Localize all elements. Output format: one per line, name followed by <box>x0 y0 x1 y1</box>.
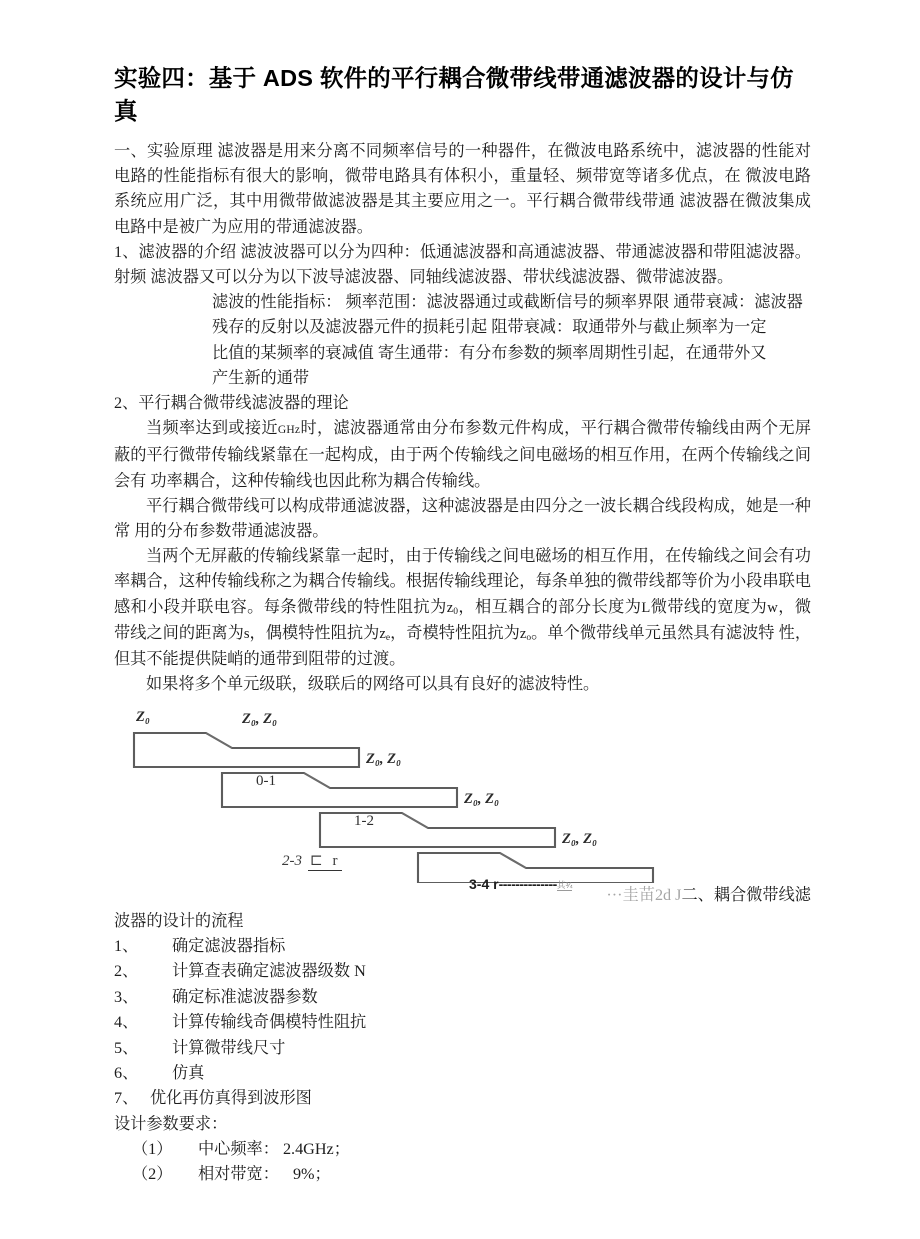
design-parameter-number: （1） <box>132 1139 173 1158</box>
design-parameter-row <box>114 1137 811 1162</box>
figure-caption-right <box>469 876 572 892</box>
spec-line-4: 产生新的通带 <box>212 368 310 387</box>
impedance-text-b: ，相互耦合的部分长度为 <box>457 597 642 616</box>
impedance-text-d: ，微 带线之间的距离为 <box>114 597 812 642</box>
paragraph-theory-frequency <box>114 416 811 494</box>
heading-coupled-line-theory: 2、平行耦合微带线滤波器的理论 <box>114 394 349 413</box>
theory-text-a: 当频率达到或接近 <box>146 419 278 438</box>
list-item-label: 计算查表确定滤波器级数 N <box>172 962 366 981</box>
list-item <box>114 1061 811 1086</box>
variable-length-l: L <box>641 599 651 616</box>
figure-caption-left <box>282 851 342 870</box>
list-item-label: 计算微带线尺寸 <box>172 1038 286 1057</box>
impedance-text-f: ，奇模特性阻抗为 <box>390 623 520 642</box>
figure-caption-right-noise: 其¾ <box>556 880 573 891</box>
variable-z0: $z_0$ <box>446 599 458 617</box>
list-item-label: 计算传输线奇偶模特性阻抗 <box>172 1013 367 1032</box>
page-title: 实验四：基于 ADS 软件的平行耦合微带线带通滤波器的设计与仿真 <box>114 65 794 124</box>
variable-ze: $z_e$ <box>379 625 391 643</box>
figure-label-ze-zo-4: Z₀, Z₀ <box>562 831 598 848</box>
paragraph-impedance-definitions <box>114 544 811 672</box>
variable-zo: $z_o$ <box>519 625 532 643</box>
spec-line-3: 比值的某频率的衰减值 寄生通带：有分布参数的频率周期性引起，在通带外又 <box>212 343 767 362</box>
ocr-noise-text: ···圭苗2d J <box>606 886 682 905</box>
impedance-text-a: 当两个无屏蔽的传输线紧靠一起时，由于传输线之间电磁场的相互作用，在传输线之间会有功率耦合，这种传输线称之为耦合传输线。根据传输线理论，每条单独的微带线都等价为小段串联电感和小段并联电容。每条微带线的特性阻抗为 <box>114 547 811 616</box>
filter-performance-spec-block <box>114 290 811 391</box>
list-item-number: 4、 <box>114 1013 139 1032</box>
list-item <box>114 985 811 1010</box>
paragraph-quarter-wave: 平行耦合微带线可以构成带通滤波器，这种滤波器是由四分之一波长耦合线段构成，她是一种常 用的分布参数带通滤波器。 <box>114 496 811 541</box>
figure-index-label-0-1: 0-1 <box>256 773 276 790</box>
paragraph-cascade: 如果将多个单元级联，级联后的网络可以具有良好的滤波特性。 <box>146 675 600 694</box>
spec-line-2: 残存的反射以及滤波器元件的损耗引起 阻带衰减：取通带外与截止频率为一定 <box>212 318 767 337</box>
document-body <box>114 62 811 1188</box>
design-parameter-value: 9%； <box>292 1165 331 1184</box>
spec-line-1: 滤波的性能指标： 频率范围：滤波器通过或截断信号的频率界限 通带衰减：滤波器 <box>212 293 803 312</box>
figure-caption-right-dashes: -------------- <box>498 876 557 893</box>
heading-design-flow-part2: 波器的设计的流程 <box>114 911 244 930</box>
figure-label-ze-zo-2: Z₀, Z₀ <box>366 751 402 768</box>
list-item-label: 优化再仿真得到波形图 <box>150 1089 312 1108</box>
figure-label-z0: Z₀ <box>136 709 150 726</box>
impedance-text-g: 。单个微带线单元虽然具有滤波特 性，但其不能提供陡峭的通带到阻带的过渡。 <box>114 623 812 669</box>
design-parameter-row <box>114 1162 811 1187</box>
variable-z0-subscript: 0 <box>453 606 458 617</box>
design-parameter-label: 相对带宽： <box>198 1165 279 1184</box>
list-item <box>114 959 811 984</box>
paragraph-filter-introduction: 1、滤波器的介绍 滤波波器可以分为四种：低通滤波器和高通滤波器、带通滤波器和带阻滤波器。射频 滤波器又可以分为以下波导滤波器、同轴线滤波器、带状线滤波器、微带滤波器。 <box>114 242 811 287</box>
theory-text-b: 时，滤波器通常由分布参数元件构成，平行耦合微带传输线由两个无屏蔽的平行微带传输线紧靠在一起构成，由于两个传输线之间电磁场的相互作用，在两个传输线之间会有 功率耦合，这种传输线也因此称为耦合传输线。 <box>114 419 812 490</box>
design-parameter-label: 中心频率： <box>198 1139 279 1158</box>
figure-label-ze-zo-1: Z₀, Z₀ <box>242 711 278 728</box>
figure-caption-left-index: 2-3 <box>282 853 302 870</box>
list-item <box>114 1010 811 1035</box>
figure-caption-left-glyph: ⊏ r <box>310 853 341 870</box>
diagram-svg <box>114 701 811 883</box>
list-item-label: 仿真 <box>172 1063 205 1082</box>
heading-design-flow-part1: 二、耦合微带线滤 <box>681 886 811 905</box>
list-item <box>114 1086 811 1111</box>
heading-design-parameters: 设计参数要求： <box>114 1114 228 1133</box>
design-flow-list <box>114 934 811 1112</box>
variable-zo-subscript: o <box>526 632 532 643</box>
figure-label-ze-zo-3: Z₀, Z₀ <box>464 791 500 808</box>
figure-index-label-1-2: 1-2 <box>354 813 374 830</box>
scan-artifact-and-section-heading <box>114 883 811 908</box>
list-item <box>114 1036 811 1061</box>
design-parameter-number: （2） <box>132 1165 173 1184</box>
list-item-number: 1、 <box>114 936 139 955</box>
list-item-number: 7、 <box>114 1089 139 1108</box>
variable-spacing-s: s <box>243 625 250 642</box>
list-item-number: 2、 <box>114 962 139 981</box>
coupled-section-1 <box>134 733 359 767</box>
list-item-number: 5、 <box>114 1038 139 1057</box>
figure-caption-right-index: 3-4 r <box>469 876 499 893</box>
list-item-label: 确定标准滤波器参数 <box>172 987 318 1006</box>
variable-ze-subscript: e <box>385 632 391 643</box>
variable-width-w: w <box>767 599 778 616</box>
list-item-number: 6、 <box>114 1063 139 1082</box>
list-item-label: 确定滤波器指标 <box>172 936 286 955</box>
paragraph-experiment-principle: 一、实验原理 滤波器是用来分离不同频率信号的一种器件，在微波电路系统中，滤波器的性能对 电路的性能指标有很大的影响，微带电路具有体积小，重量轻、频带宽等诸多优点，在 微波电路系统应用广泛，其中用微带做滤波器是其主要应用之一。平行耦合微带线带通 滤波器在微波集成电路中是被广为应用的带通滤波器。 <box>114 142 811 236</box>
impedance-text-e: ，偶模特性阻抗为 <box>249 623 380 642</box>
unit-ghz: GHz <box>277 424 301 437</box>
coupled-line-cascade-diagram <box>114 701 811 893</box>
design-parameter-value: 2.4GHz； <box>282 1139 350 1158</box>
list-item-number: 3、 <box>114 987 139 1006</box>
list-item <box>114 934 811 959</box>
impedance-text-c: 微带线的宽度为 <box>650 597 768 616</box>
